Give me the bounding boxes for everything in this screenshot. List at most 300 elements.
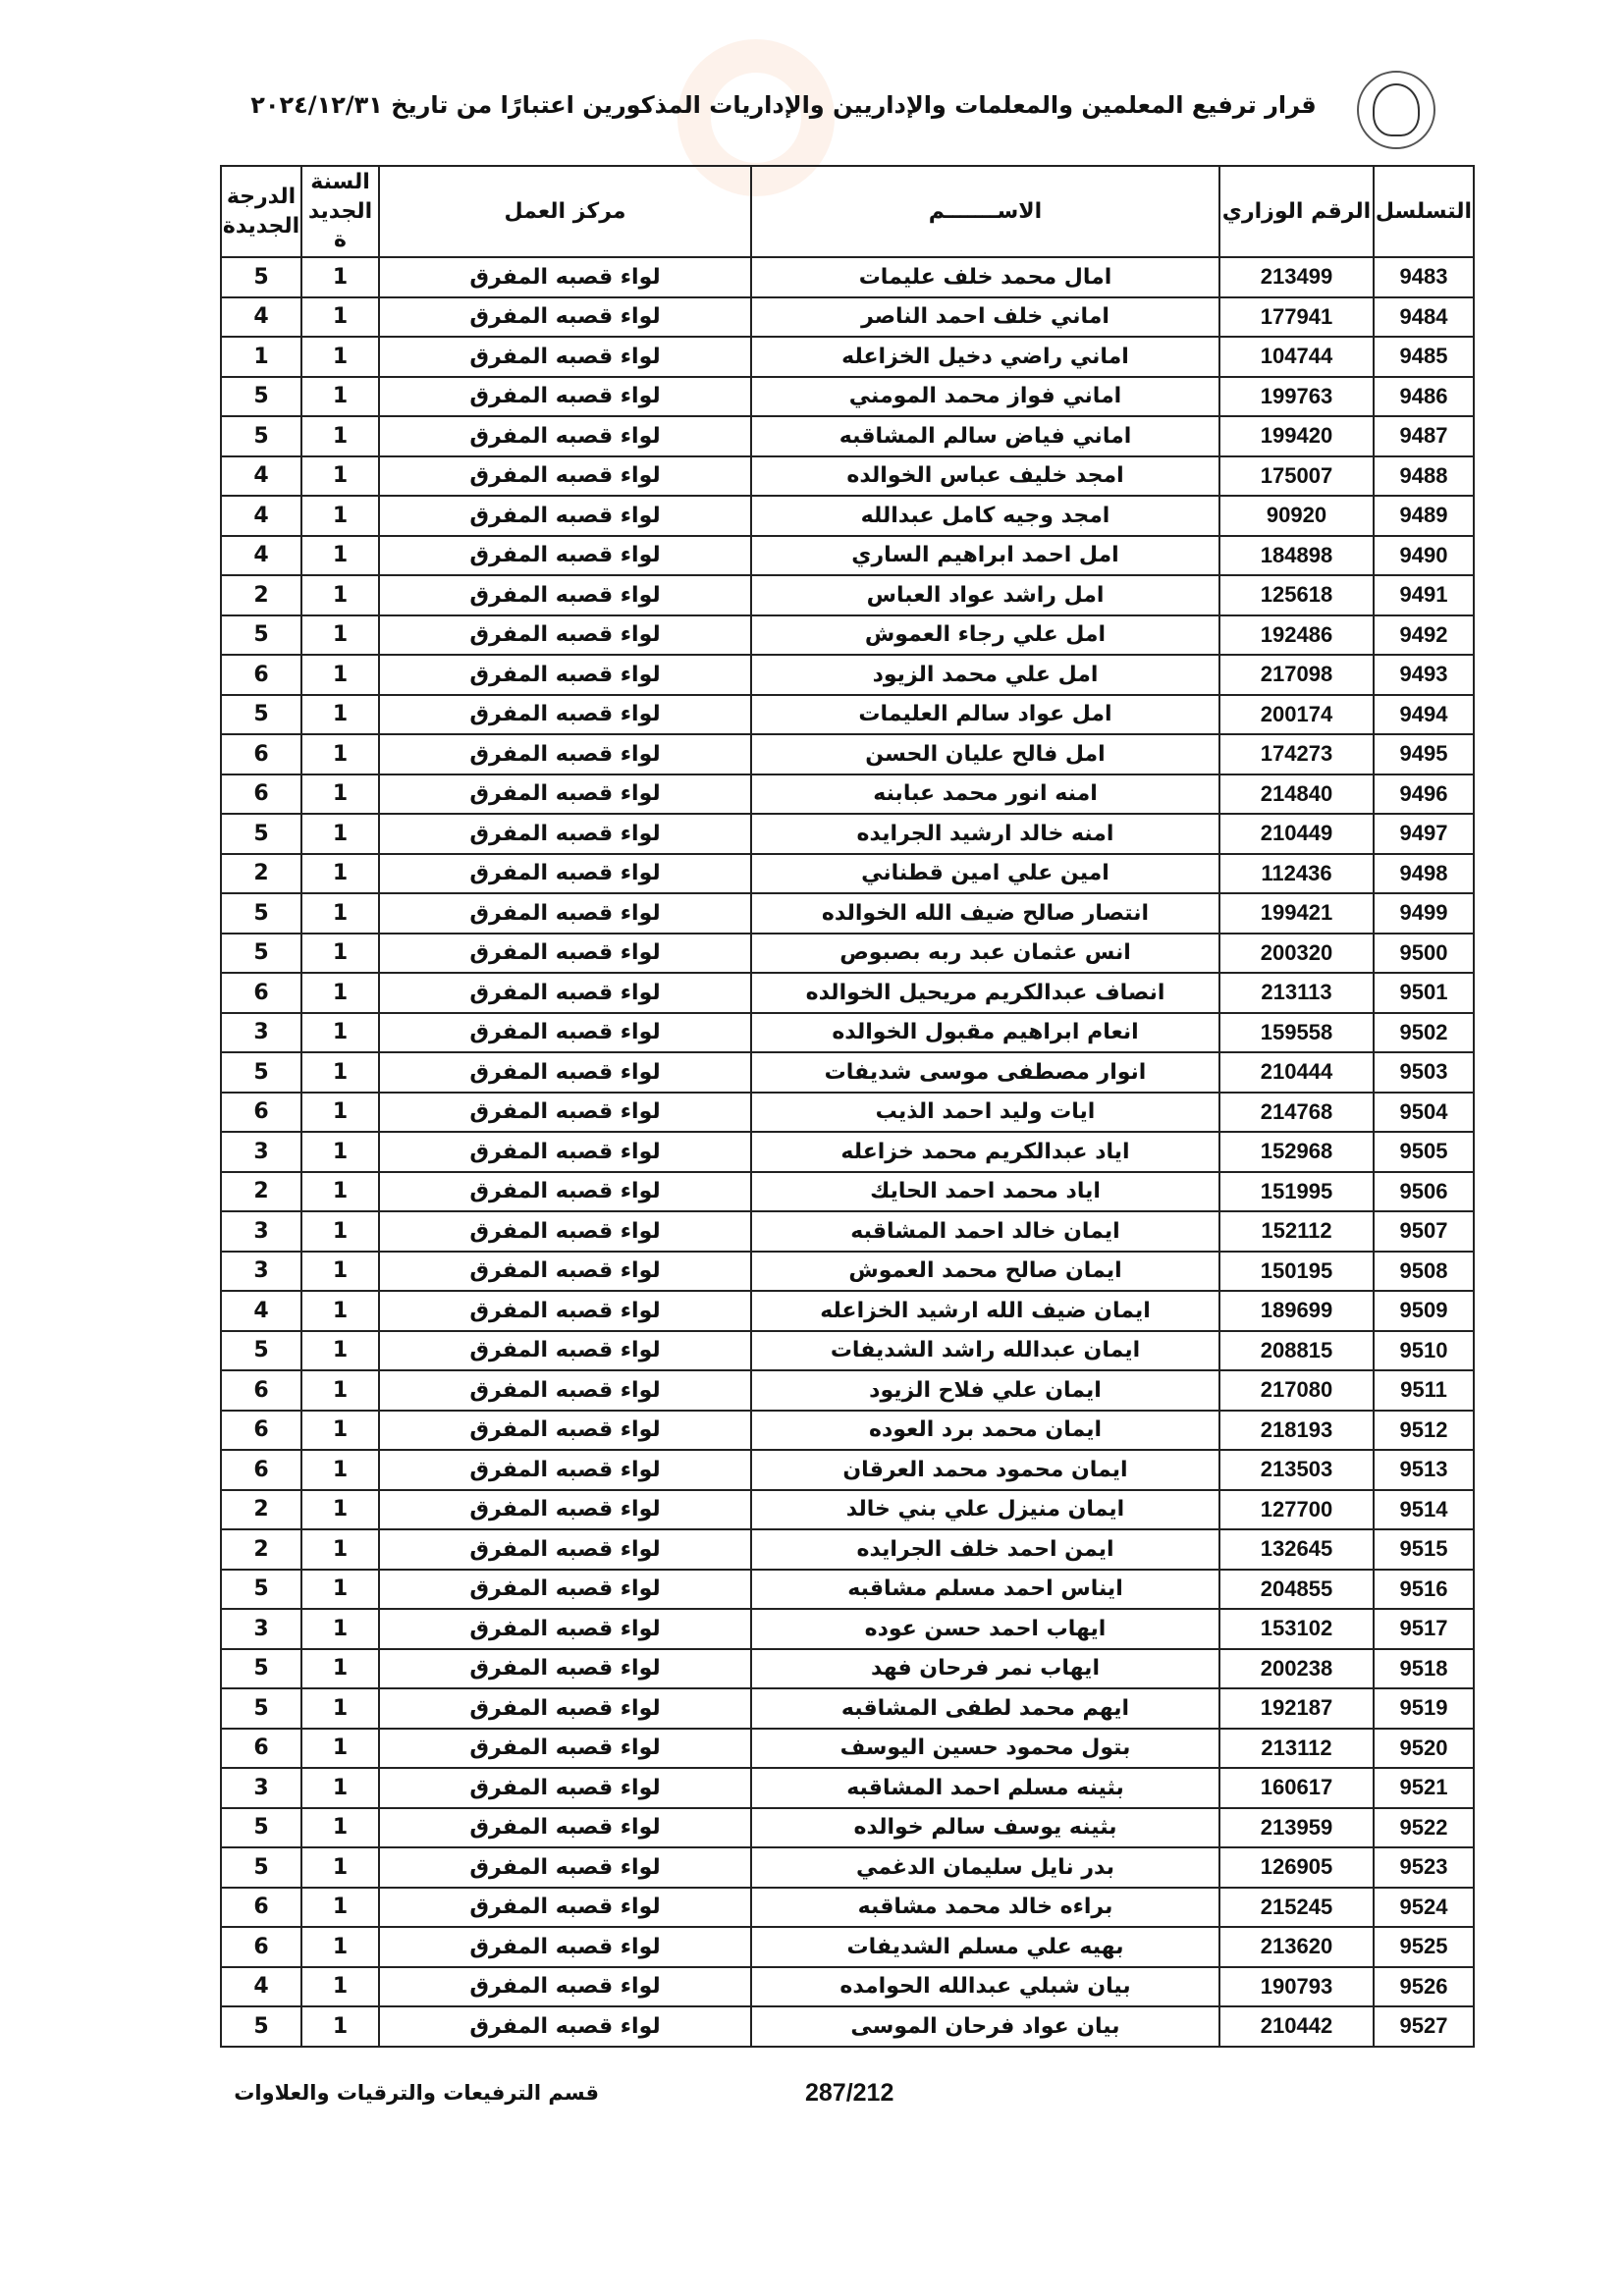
table-row: [221, 1888, 1474, 1928]
table-row: [221, 257, 1474, 297]
new-year-cell: 1: [301, 297, 379, 338]
name-cell: ايمان علي فلاح الزيود: [751, 1370, 1219, 1411]
new-year-cell: 1: [301, 774, 379, 815]
ministry-id-cell: 160617: [1219, 1768, 1374, 1808]
name-cell: ايات وليد احمد الذيب: [751, 1093, 1219, 1133]
new-grade-cell: 2: [221, 1490, 301, 1530]
new-year-cell: 1: [301, 1252, 379, 1292]
work-center-cell: لواء قصبه المفرق: [379, 1808, 751, 1848]
header-serial: التسلسل: [1374, 166, 1474, 257]
table-row: [221, 615, 1474, 656]
new-year-cell: 1: [301, 1649, 379, 1689]
name-cell: ايمان خالد احمد المشاقبه: [751, 1211, 1219, 1252]
table-row: [221, 377, 1474, 417]
header-new-grade: الدرجة الجديدة: [221, 166, 301, 257]
name-cell: امين علي امين قطناني: [751, 854, 1219, 894]
table-row: [221, 1649, 1474, 1689]
work-center-cell: لواء قصبه المفرق: [379, 973, 751, 1013]
table-row: [221, 456, 1474, 497]
table-row: [221, 893, 1474, 934]
name-cell: امال محمد خلف عليمات: [751, 257, 1219, 297]
ministry-id-cell: 200320: [1219, 934, 1374, 974]
serial-cell: 9486: [1374, 377, 1474, 417]
serial-cell: 9508: [1374, 1252, 1474, 1292]
new-grade-cell: 5: [221, 416, 301, 456]
new-year-cell: 1: [301, 1450, 379, 1490]
new-year-cell: 1: [301, 814, 379, 854]
serial-cell: 9519: [1374, 1688, 1474, 1729]
work-center-cell: لواء قصبه المفرق: [379, 1927, 751, 1967]
ministry-id-cell: 125618: [1219, 575, 1374, 615]
serial-cell: 9524: [1374, 1888, 1474, 1928]
serial-cell: 9520: [1374, 1729, 1474, 1769]
table-row: [221, 1729, 1474, 1769]
work-center-cell: لواء قصبه المفرق: [379, 1967, 751, 2007]
new-year-cell: 1: [301, 416, 379, 456]
name-cell: ايهاب احمد حسن عوده: [751, 1609, 1219, 1649]
new-grade-cell: 5: [221, 1649, 301, 1689]
serial-cell: 9501: [1374, 973, 1474, 1013]
new-year-cell: 1: [301, 456, 379, 497]
name-cell: امل فالح عليان الحسن: [751, 734, 1219, 774]
ministry-id-cell: 150195: [1219, 1252, 1374, 1292]
new-grade-cell: 1: [221, 337, 301, 377]
new-grade-cell: 5: [221, 2006, 301, 2047]
new-year-cell: 1: [301, 1132, 379, 1172]
serial-cell: 9517: [1374, 1609, 1474, 1649]
work-center-cell: لواء قصبه المفرق: [379, 695, 751, 735]
new-grade-cell: 3: [221, 1211, 301, 1252]
name-cell: ايناس احمد مسلم مشاقبه: [751, 1570, 1219, 1610]
serial-cell: 9484: [1374, 297, 1474, 338]
new-grade-cell: 5: [221, 1570, 301, 1610]
name-cell: اماني خلف احمد الناصر: [751, 297, 1219, 338]
ministry-id-cell: 104744: [1219, 337, 1374, 377]
name-cell: امنه خالد ارشيد الجرايده: [751, 814, 1219, 854]
serial-cell: 9502: [1374, 1013, 1474, 1053]
new-year-cell: 1: [301, 337, 379, 377]
new-grade-cell: 2: [221, 575, 301, 615]
name-cell: ايهم محمد لطفى المشاقبه: [751, 1688, 1219, 1729]
ministry-id-cell: 213112: [1219, 1729, 1374, 1769]
work-center-cell: لواء قصبه المفرق: [379, 774, 751, 815]
table-row: [221, 1490, 1474, 1530]
name-cell: بيان عواد فرحان الموسى: [751, 2006, 1219, 2047]
header-ministry-id: الرقم الوزاري: [1219, 166, 1374, 257]
new-year-cell: 1: [301, 1370, 379, 1411]
new-year-cell: 1: [301, 536, 379, 576]
ministry-id-cell: 112436: [1219, 854, 1374, 894]
new-year-cell: 1: [301, 1888, 379, 1928]
name-cell: امنه انور محمد عبابنه: [751, 774, 1219, 815]
ministry-id-cell: 132645: [1219, 1529, 1374, 1570]
serial-cell: 9510: [1374, 1331, 1474, 1371]
new-grade-cell: 4: [221, 297, 301, 338]
table-row: [221, 934, 1474, 974]
new-grade-cell: 5: [221, 695, 301, 735]
new-grade-cell: 4: [221, 456, 301, 497]
serial-cell: 9518: [1374, 1649, 1474, 1689]
new-grade-cell: 6: [221, 734, 301, 774]
new-grade-cell: 5: [221, 615, 301, 656]
name-cell: اماني فواز محمد المومني: [751, 377, 1219, 417]
new-year-cell: 1: [301, 1729, 379, 1769]
ministry-id-cell: 200238: [1219, 1649, 1374, 1689]
new-grade-cell: 5: [221, 1808, 301, 1848]
table-row: [221, 1411, 1474, 1451]
table-row: [221, 1808, 1474, 1848]
new-year-cell: 1: [301, 973, 379, 1013]
ministry-id-cell: 184898: [1219, 536, 1374, 576]
table-row: [221, 1609, 1474, 1649]
table-row: [221, 1291, 1474, 1331]
ministry-id-cell: 175007: [1219, 456, 1374, 497]
new-year-cell: 1: [301, 655, 379, 695]
ministry-id-cell: 217080: [1219, 1370, 1374, 1411]
work-center-cell: لواء قصبه المفرق: [379, 1490, 751, 1530]
new-year-cell: 1: [301, 1967, 379, 2007]
ministry-id-cell: 199763: [1219, 377, 1374, 417]
name-cell: بثينه يوسف سالم خوالده: [751, 1808, 1219, 1848]
name-cell: امل احمد ابراهيم الساري: [751, 536, 1219, 576]
ministry-id-cell: 208815: [1219, 1331, 1374, 1371]
serial-cell: 9506: [1374, 1172, 1474, 1212]
new-year-cell: 1: [301, 1291, 379, 1331]
name-cell: ايمان صالح محمد العموش: [751, 1252, 1219, 1292]
work-center-cell: لواء قصبه المفرق: [379, 496, 751, 536]
work-center-cell: لواء قصبه المفرق: [379, 1411, 751, 1451]
name-cell: انس عثمان عبد ربه بصبوص: [751, 934, 1219, 974]
ministry-id-cell: 215245: [1219, 1888, 1374, 1928]
serial-cell: 9513: [1374, 1450, 1474, 1490]
serial-cell: 9493: [1374, 655, 1474, 695]
new-year-cell: 1: [301, 1927, 379, 1967]
new-year-cell: 1: [301, 1808, 379, 1848]
work-center-cell: لواء قصبه المفرق: [379, 1331, 751, 1371]
ministry-id-cell: 177941: [1219, 297, 1374, 338]
work-center-cell: لواء قصبه المفرق: [379, 1570, 751, 1610]
work-center-cell: لواء قصبه المفرق: [379, 655, 751, 695]
name-cell: ايمان محمد برد العوده: [751, 1411, 1219, 1451]
name-cell: امل علي رجاء العموش: [751, 615, 1219, 656]
serial-cell: 9503: [1374, 1052, 1474, 1093]
new-year-cell: 1: [301, 1847, 379, 1888]
work-center-cell: لواء قصبه المفرق: [379, 893, 751, 934]
document-title: قرار ترفيع المعلمين والمعلمات والإداريين والإداريات المذكورين اعتبارًا من تاريخ ٢٠٢٤/١٢/٣١: [250, 91, 1317, 119]
table-row: [221, 1450, 1474, 1490]
new-grade-cell: 3: [221, 1013, 301, 1053]
serial-cell: 9527: [1374, 2006, 1474, 2047]
serial-cell: 9515: [1374, 1529, 1474, 1570]
name-cell: اياد محمد احمد الحايك: [751, 1172, 1219, 1212]
ministry-id-cell: 213620: [1219, 1927, 1374, 1967]
new-grade-cell: 5: [221, 377, 301, 417]
ministry-id-cell: 213959: [1219, 1808, 1374, 1848]
work-center-cell: لواء قصبه المفرق: [379, 1132, 751, 1172]
ministry-id-cell: 199421: [1219, 893, 1374, 934]
name-cell: بدر نايل سليمان الدغمي: [751, 1847, 1219, 1888]
table-row: [221, 1052, 1474, 1093]
work-center-cell: لواء قصبه المفرق: [379, 575, 751, 615]
serial-cell: 9496: [1374, 774, 1474, 815]
serial-cell: 9498: [1374, 854, 1474, 894]
table-row: [221, 496, 1474, 536]
new-year-cell: 1: [301, 377, 379, 417]
new-year-cell: 1: [301, 615, 379, 656]
new-year-cell: 1: [301, 734, 379, 774]
work-center-cell: لواء قصبه المفرق: [379, 1052, 751, 1093]
serial-cell: 9487: [1374, 416, 1474, 456]
table-row: [221, 1331, 1474, 1371]
new-year-cell: 1: [301, 1490, 379, 1530]
table-row: [221, 1570, 1474, 1610]
header-new-year: السنة الجديدة: [301, 166, 379, 257]
work-center-cell: لواء قصبه المفرق: [379, 1649, 751, 1689]
work-center-cell: لواء قصبه المفرق: [379, 1729, 751, 1769]
name-cell: اماني راضي دخيل الخزاعله: [751, 337, 1219, 377]
ministry-id-cell: 159558: [1219, 1013, 1374, 1053]
ministry-id-cell: 174273: [1219, 734, 1374, 774]
name-cell: انوار مصطفى موسى شديفات: [751, 1052, 1219, 1093]
work-center-cell: لواء قصبه المفرق: [379, 1172, 751, 1212]
work-center-cell: لواء قصبه المفرق: [379, 337, 751, 377]
serial-cell: 9485: [1374, 337, 1474, 377]
new-grade-cell: 3: [221, 1768, 301, 1808]
new-year-cell: 1: [301, 1768, 379, 1808]
table-row: [221, 1927, 1474, 1967]
ministry-id-cell: 152968: [1219, 1132, 1374, 1172]
table-row: [221, 1847, 1474, 1888]
table-row: [221, 337, 1474, 377]
new-year-cell: 1: [301, 1688, 379, 1729]
name-cell: ايمن احمد خلف الجرايده: [751, 1529, 1219, 1570]
name-cell: امل راشد عواد العباس: [751, 575, 1219, 615]
new-grade-cell: 6: [221, 774, 301, 815]
serial-cell: 9504: [1374, 1093, 1474, 1133]
serial-cell: 9492: [1374, 615, 1474, 656]
new-grade-cell: 5: [221, 1052, 301, 1093]
new-grade-cell: 5: [221, 893, 301, 934]
serial-cell: 9494: [1374, 695, 1474, 735]
new-year-cell: 1: [301, 893, 379, 934]
new-grade-cell: 6: [221, 1729, 301, 1769]
work-center-cell: لواء قصبه المفرق: [379, 1847, 751, 1888]
ministry-id-cell: 152112: [1219, 1211, 1374, 1252]
work-center-cell: لواء قصبه المفرق: [379, 1013, 751, 1053]
new-grade-cell: 5: [221, 1331, 301, 1371]
table-row: [221, 734, 1474, 774]
new-grade-cell: 6: [221, 655, 301, 695]
table-row: [221, 416, 1474, 456]
ministry-id-cell: 190793: [1219, 1967, 1374, 2007]
table-row: [221, 1172, 1474, 1212]
serial-cell: 9507: [1374, 1211, 1474, 1252]
table-row: [221, 814, 1474, 854]
new-grade-cell: 4: [221, 1291, 301, 1331]
new-year-cell: 1: [301, 496, 379, 536]
name-cell: اماني فياض سالم المشاقبه: [751, 416, 1219, 456]
serial-cell: 9514: [1374, 1490, 1474, 1530]
new-grade-cell: 6: [221, 1450, 301, 1490]
ministry-id-cell: 218193: [1219, 1411, 1374, 1451]
new-grade-cell: 2: [221, 1529, 301, 1570]
work-center-cell: لواء قصبه المفرق: [379, 734, 751, 774]
table-row: [221, 973, 1474, 1013]
ministry-id-cell: 210449: [1219, 814, 1374, 854]
new-grade-cell: 6: [221, 973, 301, 1013]
new-year-cell: 1: [301, 1609, 379, 1649]
serial-cell: 9483: [1374, 257, 1474, 297]
new-year-cell: 1: [301, 1529, 379, 1570]
table-row: [221, 297, 1474, 338]
serial-cell: 9489: [1374, 496, 1474, 536]
serial-cell: 9512: [1374, 1411, 1474, 1451]
new-grade-cell: 3: [221, 1132, 301, 1172]
new-grade-cell: 2: [221, 1172, 301, 1212]
work-center-cell: لواء قصبه المفرق: [379, 814, 751, 854]
serial-cell: 9522: [1374, 1808, 1474, 1848]
table-row: [221, 2006, 1474, 2047]
new-year-cell: 1: [301, 934, 379, 974]
name-cell: انتصار صالح ضيف الله الخوالده: [751, 893, 1219, 934]
new-year-cell: 1: [301, 575, 379, 615]
new-grade-cell: 6: [221, 1370, 301, 1411]
work-center-cell: لواء قصبه المفرق: [379, 1211, 751, 1252]
table-row: [221, 1093, 1474, 1133]
serial-cell: 9521: [1374, 1768, 1474, 1808]
ministry-id-cell: 126905: [1219, 1847, 1374, 1888]
ministry-id-cell: 151995: [1219, 1172, 1374, 1212]
new-grade-cell: 5: [221, 814, 301, 854]
ministry-id-cell: 210442: [1219, 2006, 1374, 2047]
table-row: [221, 536, 1474, 576]
name-cell: امجد وجيه كامل عبدالله: [751, 496, 1219, 536]
work-center-cell: لواء قصبه المفرق: [379, 456, 751, 497]
work-center-cell: لواء قصبه المفرق: [379, 1609, 751, 1649]
table-row: [221, 1211, 1474, 1252]
ministry-id-cell: 199420: [1219, 416, 1374, 456]
new-grade-cell: 6: [221, 1927, 301, 1967]
new-year-cell: 1: [301, 2006, 379, 2047]
table-row: [221, 1132, 1474, 1172]
serial-cell: 9491: [1374, 575, 1474, 615]
ministry-id-cell: 127700: [1219, 1490, 1374, 1530]
work-center-cell: لواء قصبه المفرق: [379, 1252, 751, 1292]
table-row: [221, 575, 1474, 615]
table-row: [221, 655, 1474, 695]
new-grade-cell: 5: [221, 934, 301, 974]
ministry-seal-logo: [1357, 71, 1435, 149]
work-center-cell: لواء قصبه المفرق: [379, 1291, 751, 1331]
ministry-id-cell: 192187: [1219, 1688, 1374, 1729]
ministry-id-cell: 213499: [1219, 257, 1374, 297]
ministry-id-cell: 210444: [1219, 1052, 1374, 1093]
table-row: [221, 1370, 1474, 1411]
page-number: 287/212: [805, 2079, 894, 2107]
new-year-cell: 1: [301, 1013, 379, 1053]
ministry-id-cell: 192486: [1219, 615, 1374, 656]
table-row: [221, 1252, 1474, 1292]
new-year-cell: 1: [301, 257, 379, 297]
ministry-id-cell: 217098: [1219, 655, 1374, 695]
header-work-center: مركز العمل: [379, 166, 751, 257]
work-center-cell: لواء قصبه المفرق: [379, 297, 751, 338]
ministry-id-cell: 213503: [1219, 1450, 1374, 1490]
work-center-cell: لواء قصبه المفرق: [379, 2006, 751, 2047]
name-cell: ايمان عبدالله راشد الشديفات: [751, 1331, 1219, 1371]
name-cell: ايمان محمود محمد العرقان: [751, 1450, 1219, 1490]
work-center-cell: لواء قصبه المفرق: [379, 615, 751, 656]
work-center-cell: لواء قصبه المفرق: [379, 1450, 751, 1490]
work-center-cell: لواء قصبه المفرق: [379, 854, 751, 894]
serial-cell: 9511: [1374, 1370, 1474, 1411]
new-grade-cell: 6: [221, 1888, 301, 1928]
new-grade-cell: 4: [221, 496, 301, 536]
work-center-cell: لواء قصبه المفرق: [379, 1093, 751, 1133]
ministry-id-cell: 204855: [1219, 1570, 1374, 1610]
table-header-row: [221, 166, 1474, 257]
work-center-cell: لواء قصبه المفرق: [379, 1688, 751, 1729]
serial-cell: 9500: [1374, 934, 1474, 974]
new-grade-cell: 4: [221, 1967, 301, 2007]
serial-cell: 9509: [1374, 1291, 1474, 1331]
serial-cell: 9488: [1374, 456, 1474, 497]
new-year-cell: 1: [301, 1172, 379, 1212]
table-row: [221, 854, 1474, 894]
name-cell: براءه خالد محمد مشاقبه: [751, 1888, 1219, 1928]
new-year-cell: 1: [301, 1052, 379, 1093]
work-center-cell: لواء قصبه المفرق: [379, 416, 751, 456]
ministry-id-cell: 214768: [1219, 1093, 1374, 1133]
ministry-id-cell: 200174: [1219, 695, 1374, 735]
serial-cell: 9523: [1374, 1847, 1474, 1888]
work-center-cell: لواء قصبه المفرق: [379, 1529, 751, 1570]
work-center-cell: لواء قصبه المفرق: [379, 536, 751, 576]
serial-cell: 9526: [1374, 1967, 1474, 2007]
work-center-cell: لواء قصبه المفرق: [379, 934, 751, 974]
serial-cell: 9490: [1374, 536, 1474, 576]
table-row: [221, 1013, 1474, 1053]
table-row: [221, 1768, 1474, 1808]
work-center-cell: لواء قصبه المفرق: [379, 1888, 751, 1928]
crest-icon: [1373, 83, 1420, 136]
new-grade-cell: 6: [221, 1093, 301, 1133]
new-year-cell: 1: [301, 1211, 379, 1252]
ministry-id-cell: 90920: [1219, 496, 1374, 536]
name-cell: اياد عبدالكريم محمد خزاعله: [751, 1132, 1219, 1172]
name-cell: امل عواد سالم العليمات: [751, 695, 1219, 735]
new-grade-cell: 4: [221, 536, 301, 576]
work-center-cell: لواء قصبه المفرق: [379, 1768, 751, 1808]
table-row: [221, 695, 1474, 735]
new-year-cell: 1: [301, 1411, 379, 1451]
serial-cell: 9525: [1374, 1927, 1474, 1967]
new-year-cell: 1: [301, 854, 379, 894]
table-row: [221, 1529, 1474, 1570]
work-center-cell: لواء قصبه المفرق: [379, 257, 751, 297]
name-cell: انصاف عبدالكريم مريحيل الخوالده: [751, 973, 1219, 1013]
work-center-cell: لواء قصبه المفرق: [379, 1370, 751, 1411]
serial-cell: 9499: [1374, 893, 1474, 934]
serial-cell: 9505: [1374, 1132, 1474, 1172]
new-year-cell: 1: [301, 695, 379, 735]
new-year-cell: 1: [301, 1331, 379, 1371]
table-row: [221, 1688, 1474, 1729]
new-year-cell: 1: [301, 1570, 379, 1610]
name-cell: انعام ابراهيم مقبول الخوالده: [751, 1013, 1219, 1053]
name-cell: امجد خليف عباس الخوالده: [751, 456, 1219, 497]
new-grade-cell: 5: [221, 257, 301, 297]
